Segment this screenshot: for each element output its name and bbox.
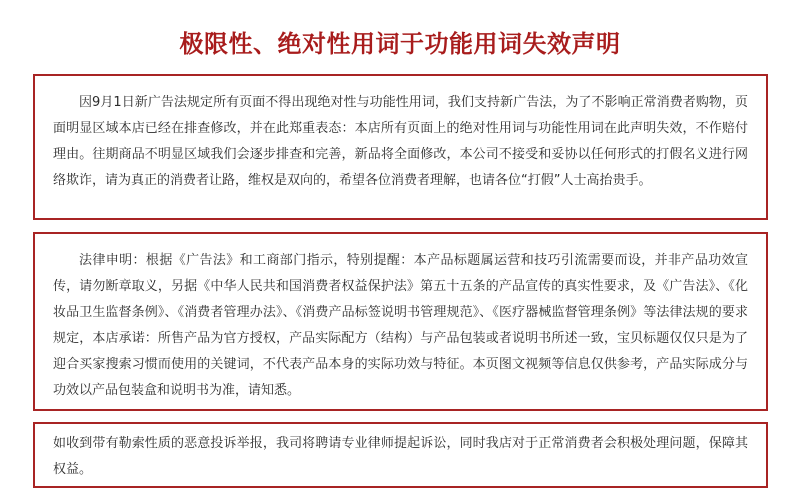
- notice-box-complaint: [33, 422, 768, 488]
- notice-box-ad-law: [33, 74, 768, 220]
- page-title: 极限性、绝对性用词于功能用词失效声明: [179, 30, 621, 58]
- notice-box-legal-statement: [33, 232, 768, 411]
- notice-text-complaint: 如收到带有勒索性质的恶意投诉举报，我司将聘请专业律师提起诉讼，同时我店对于正常消费者会积极处理问题，保障其权益。: [53, 436, 748, 477]
- notice-text-ad-law: 因9月1日新广告法规定所有页面不得出现绝对性与功能性用词，我们支持新广告法，为了不影响正常消费者购物，页面明显区域本店已经在排查修改，并在此郑重表态：本店所有页面上的绝对性用词与功能性用词在此声明失效，不作赔付理由。往期商品不明显区域我们会逐步排查和完善，新品将全面修改，本公司不接受和妥协以任何形式的打假名义进行网络欺诈，请为真正的消费者让路，维权是双向的，希望各位消费者理解，也请各位“打假”人士高抬贵手。: [53, 95, 748, 188]
- notice-text-legal-statement: 法律申明：根据《广告法》和工商部门指示，特别提醒：本产品标题属运营和技巧引流需要而设，并非产品功效宣传，请勿断章取义，另据《中华人民共和国消费者权益保护法》第五十五条的产品宣传的真实性要求，及《广告法》、《化妆品卫生监督条例》、《消费者管理办法》、《消费产品标签说明书管理规范》、《医疗器械监督管理条例》等法律法规的要求规定，本店承诺：所售产品为官方授权，产品实际配方（结构）与产品包装或者说明书所述一致，宝贝标题仅仅只是为了迎合买家搜索习惯而使用的关键词，不代表产品本身的实际功效与特征。本页图文视频等信息仅供参考，产品实际成分与功效以产品包装盒和说明书为准，请知悉。: [53, 253, 748, 398]
